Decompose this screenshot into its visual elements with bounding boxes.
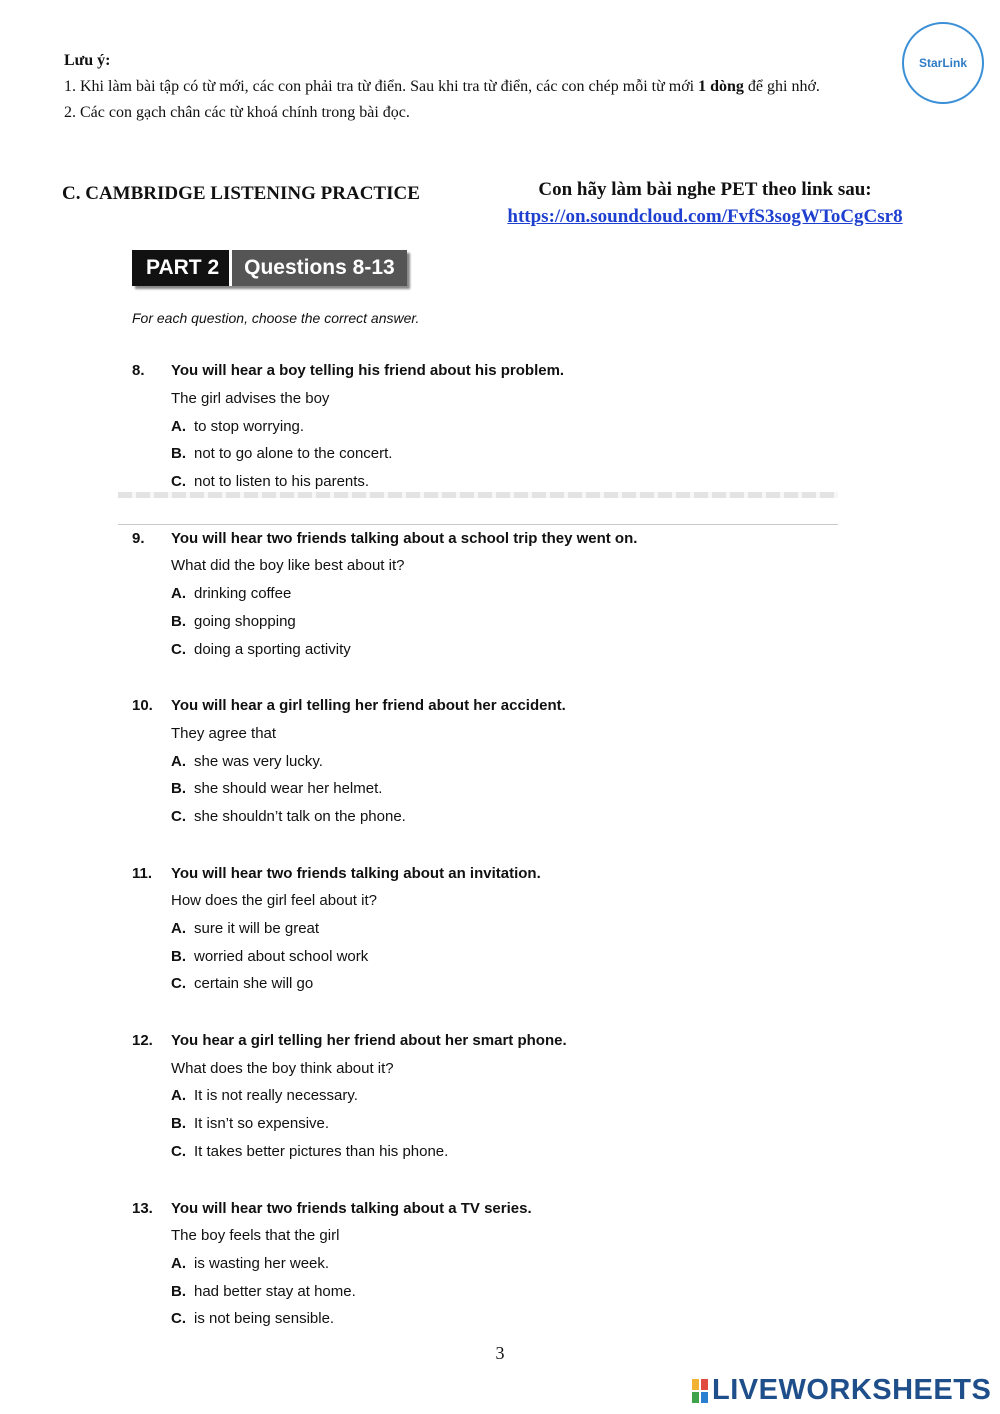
question-prompt: They agree that bbox=[171, 724, 277, 742]
option-letter: C. bbox=[171, 1142, 186, 1160]
option-text: she was very lucky. bbox=[194, 752, 323, 770]
option-letter: A. bbox=[171, 1087, 186, 1105]
answer-option[interactable] bbox=[132, 1138, 852, 1166]
question-11 bbox=[132, 859, 852, 997]
answer-option[interactable] bbox=[132, 942, 852, 970]
question-prompt: What did the boy like best about it? bbox=[171, 557, 405, 575]
answer-option[interactable] bbox=[132, 1250, 852, 1278]
option-text: is wasting her week. bbox=[194, 1254, 330, 1272]
option-text: worried about school work bbox=[194, 947, 369, 965]
question-number: 13. bbox=[132, 1199, 153, 1217]
question-header bbox=[132, 524, 852, 552]
question-list bbox=[132, 357, 852, 1362]
option-text: It is not really necessary. bbox=[194, 1087, 358, 1105]
question-prompt: The girl advises the boy bbox=[171, 390, 330, 408]
option-letter: A. bbox=[171, 585, 186, 603]
question-header bbox=[132, 692, 852, 720]
question-header bbox=[132, 1027, 852, 1055]
note-line-1-bold: 1 dòng bbox=[698, 78, 744, 95]
option-text: It takes better pictures than his phone. bbox=[194, 1142, 449, 1160]
option-letter: B. bbox=[171, 780, 186, 798]
part-questions: Questions 8-13 bbox=[232, 250, 407, 286]
note-line-2: 2. Các con gạch chân các từ khoá chính trong bài đọc. bbox=[64, 104, 410, 121]
logo-text: StarLink bbox=[918, 56, 967, 70]
option-text: is not being sensible. bbox=[194, 1310, 335, 1328]
liveworksheets-brand bbox=[692, 1374, 991, 1407]
answer-option[interactable] bbox=[132, 412, 852, 440]
option-text: It isn’t so expensive. bbox=[194, 1115, 330, 1133]
option-letter: C. bbox=[171, 807, 186, 825]
liveworksheets-icon bbox=[692, 1379, 708, 1403]
question-header bbox=[132, 859, 852, 887]
starlink-logo bbox=[902, 22, 984, 104]
answer-option[interactable] bbox=[132, 635, 852, 663]
option-text: had better stay at home. bbox=[194, 1282, 356, 1300]
answer-option[interactable] bbox=[132, 1305, 852, 1333]
question-13 bbox=[132, 1194, 852, 1332]
question-number: 8. bbox=[132, 362, 145, 380]
question-number: 9. bbox=[132, 529, 145, 547]
option-letter: A. bbox=[171, 417, 186, 435]
option-text: certain she will go bbox=[194, 975, 314, 993]
answer-option[interactable] bbox=[132, 580, 852, 608]
question-number: 10. bbox=[132, 697, 153, 715]
instruction: For each question, choose the correct answer. bbox=[132, 310, 420, 326]
question-text: You will hear two friends talking about an invitation. bbox=[171, 864, 541, 882]
option-text: to stop worrying. bbox=[194, 417, 305, 435]
answer-option[interactable] bbox=[132, 775, 852, 803]
question-text: You will hear a girl telling her friend about her accident. bbox=[171, 697, 566, 715]
link-intro: Con hãy làm bài nghe PET theo link sau: bbox=[538, 179, 872, 200]
question-10 bbox=[132, 692, 852, 830]
option-letter: A. bbox=[171, 752, 186, 770]
question-header bbox=[132, 357, 852, 385]
question-number: 12. bbox=[132, 1032, 153, 1050]
link-block bbox=[480, 176, 930, 230]
note-line-1 bbox=[64, 74, 884, 100]
question-prompt: What does the boy think about it? bbox=[171, 1059, 394, 1077]
question-8 bbox=[132, 357, 852, 495]
note-block bbox=[64, 48, 884, 126]
option-text: she should wear her helmet. bbox=[194, 780, 383, 798]
option-text: sure it will be great bbox=[194, 920, 320, 938]
part-label: PART 2 bbox=[132, 250, 232, 286]
answer-option[interactable] bbox=[132, 440, 852, 468]
answer-option[interactable] bbox=[132, 915, 852, 943]
answer-option[interactable] bbox=[132, 747, 852, 775]
answer-option[interactable] bbox=[132, 970, 852, 998]
answer-option[interactable] bbox=[132, 803, 852, 831]
part-banner bbox=[132, 250, 407, 286]
option-text: she shouldn’t talk on the phone. bbox=[194, 807, 406, 825]
answer-option[interactable] bbox=[132, 468, 852, 496]
answer-option[interactable] bbox=[132, 1277, 852, 1305]
note-title: Lưu ý: bbox=[64, 52, 111, 69]
question-prompt: How does the girl feel about it? bbox=[171, 892, 377, 910]
page-number: 3 bbox=[495, 1343, 505, 1363]
option-letter: A. bbox=[171, 920, 186, 938]
question-number: 11. bbox=[132, 864, 153, 882]
question-header bbox=[132, 1194, 852, 1222]
option-text: not to go alone to the concert. bbox=[194, 445, 393, 463]
answer-option[interactable] bbox=[132, 608, 852, 636]
soundcloud-link[interactable]: https://on.soundcloud.com/FvfS3sogWToCgCsr8 bbox=[507, 206, 903, 227]
option-letter: B. bbox=[171, 1282, 186, 1300]
note-line-1-text: 1. Khi làm bài tập có từ mới, các con phải tra từ điển. Sau khi tra từ điển, các con chép mỗi từ mới bbox=[64, 78, 699, 95]
question-12 bbox=[132, 1027, 852, 1165]
note-line-1-end: để ghi nhớ. bbox=[743, 78, 820, 95]
option-letter: B. bbox=[171, 1115, 186, 1133]
question-prompt: The boy feels that the girl bbox=[171, 1227, 340, 1245]
option-text: going shopping bbox=[194, 612, 296, 630]
option-letter: B. bbox=[171, 612, 186, 630]
option-letter: B. bbox=[171, 445, 186, 463]
question-text: You hear a girl telling her friend about her smart phone. bbox=[171, 1032, 567, 1050]
option-letter: B. bbox=[171, 947, 186, 965]
answer-option[interactable] bbox=[132, 1082, 852, 1110]
option-letter: C. bbox=[171, 1310, 186, 1328]
option-letter: C. bbox=[171, 975, 186, 993]
option-text: drinking coffee bbox=[194, 585, 292, 603]
question-text: You will hear two friends talking about a TV series. bbox=[171, 1199, 532, 1217]
question-text: You will hear a boy telling his friend about his problem. bbox=[171, 362, 565, 380]
question-text: You will hear two friends talking about a school trip they went on. bbox=[171, 529, 638, 547]
question-9 bbox=[132, 524, 852, 662]
option-text: doing a sporting activity bbox=[194, 640, 351, 658]
brand-name: LIVEWORKSHEETS bbox=[712, 1374, 992, 1406]
answer-option[interactable] bbox=[132, 1110, 852, 1138]
option-letter: A. bbox=[171, 1254, 186, 1272]
option-text: not to listen to his parents. bbox=[194, 473, 370, 491]
option-letter: C. bbox=[171, 473, 186, 491]
section-title: C. CAMBRIDGE LISTENING PRACTICE bbox=[62, 183, 420, 204]
option-letter: C. bbox=[171, 640, 186, 658]
